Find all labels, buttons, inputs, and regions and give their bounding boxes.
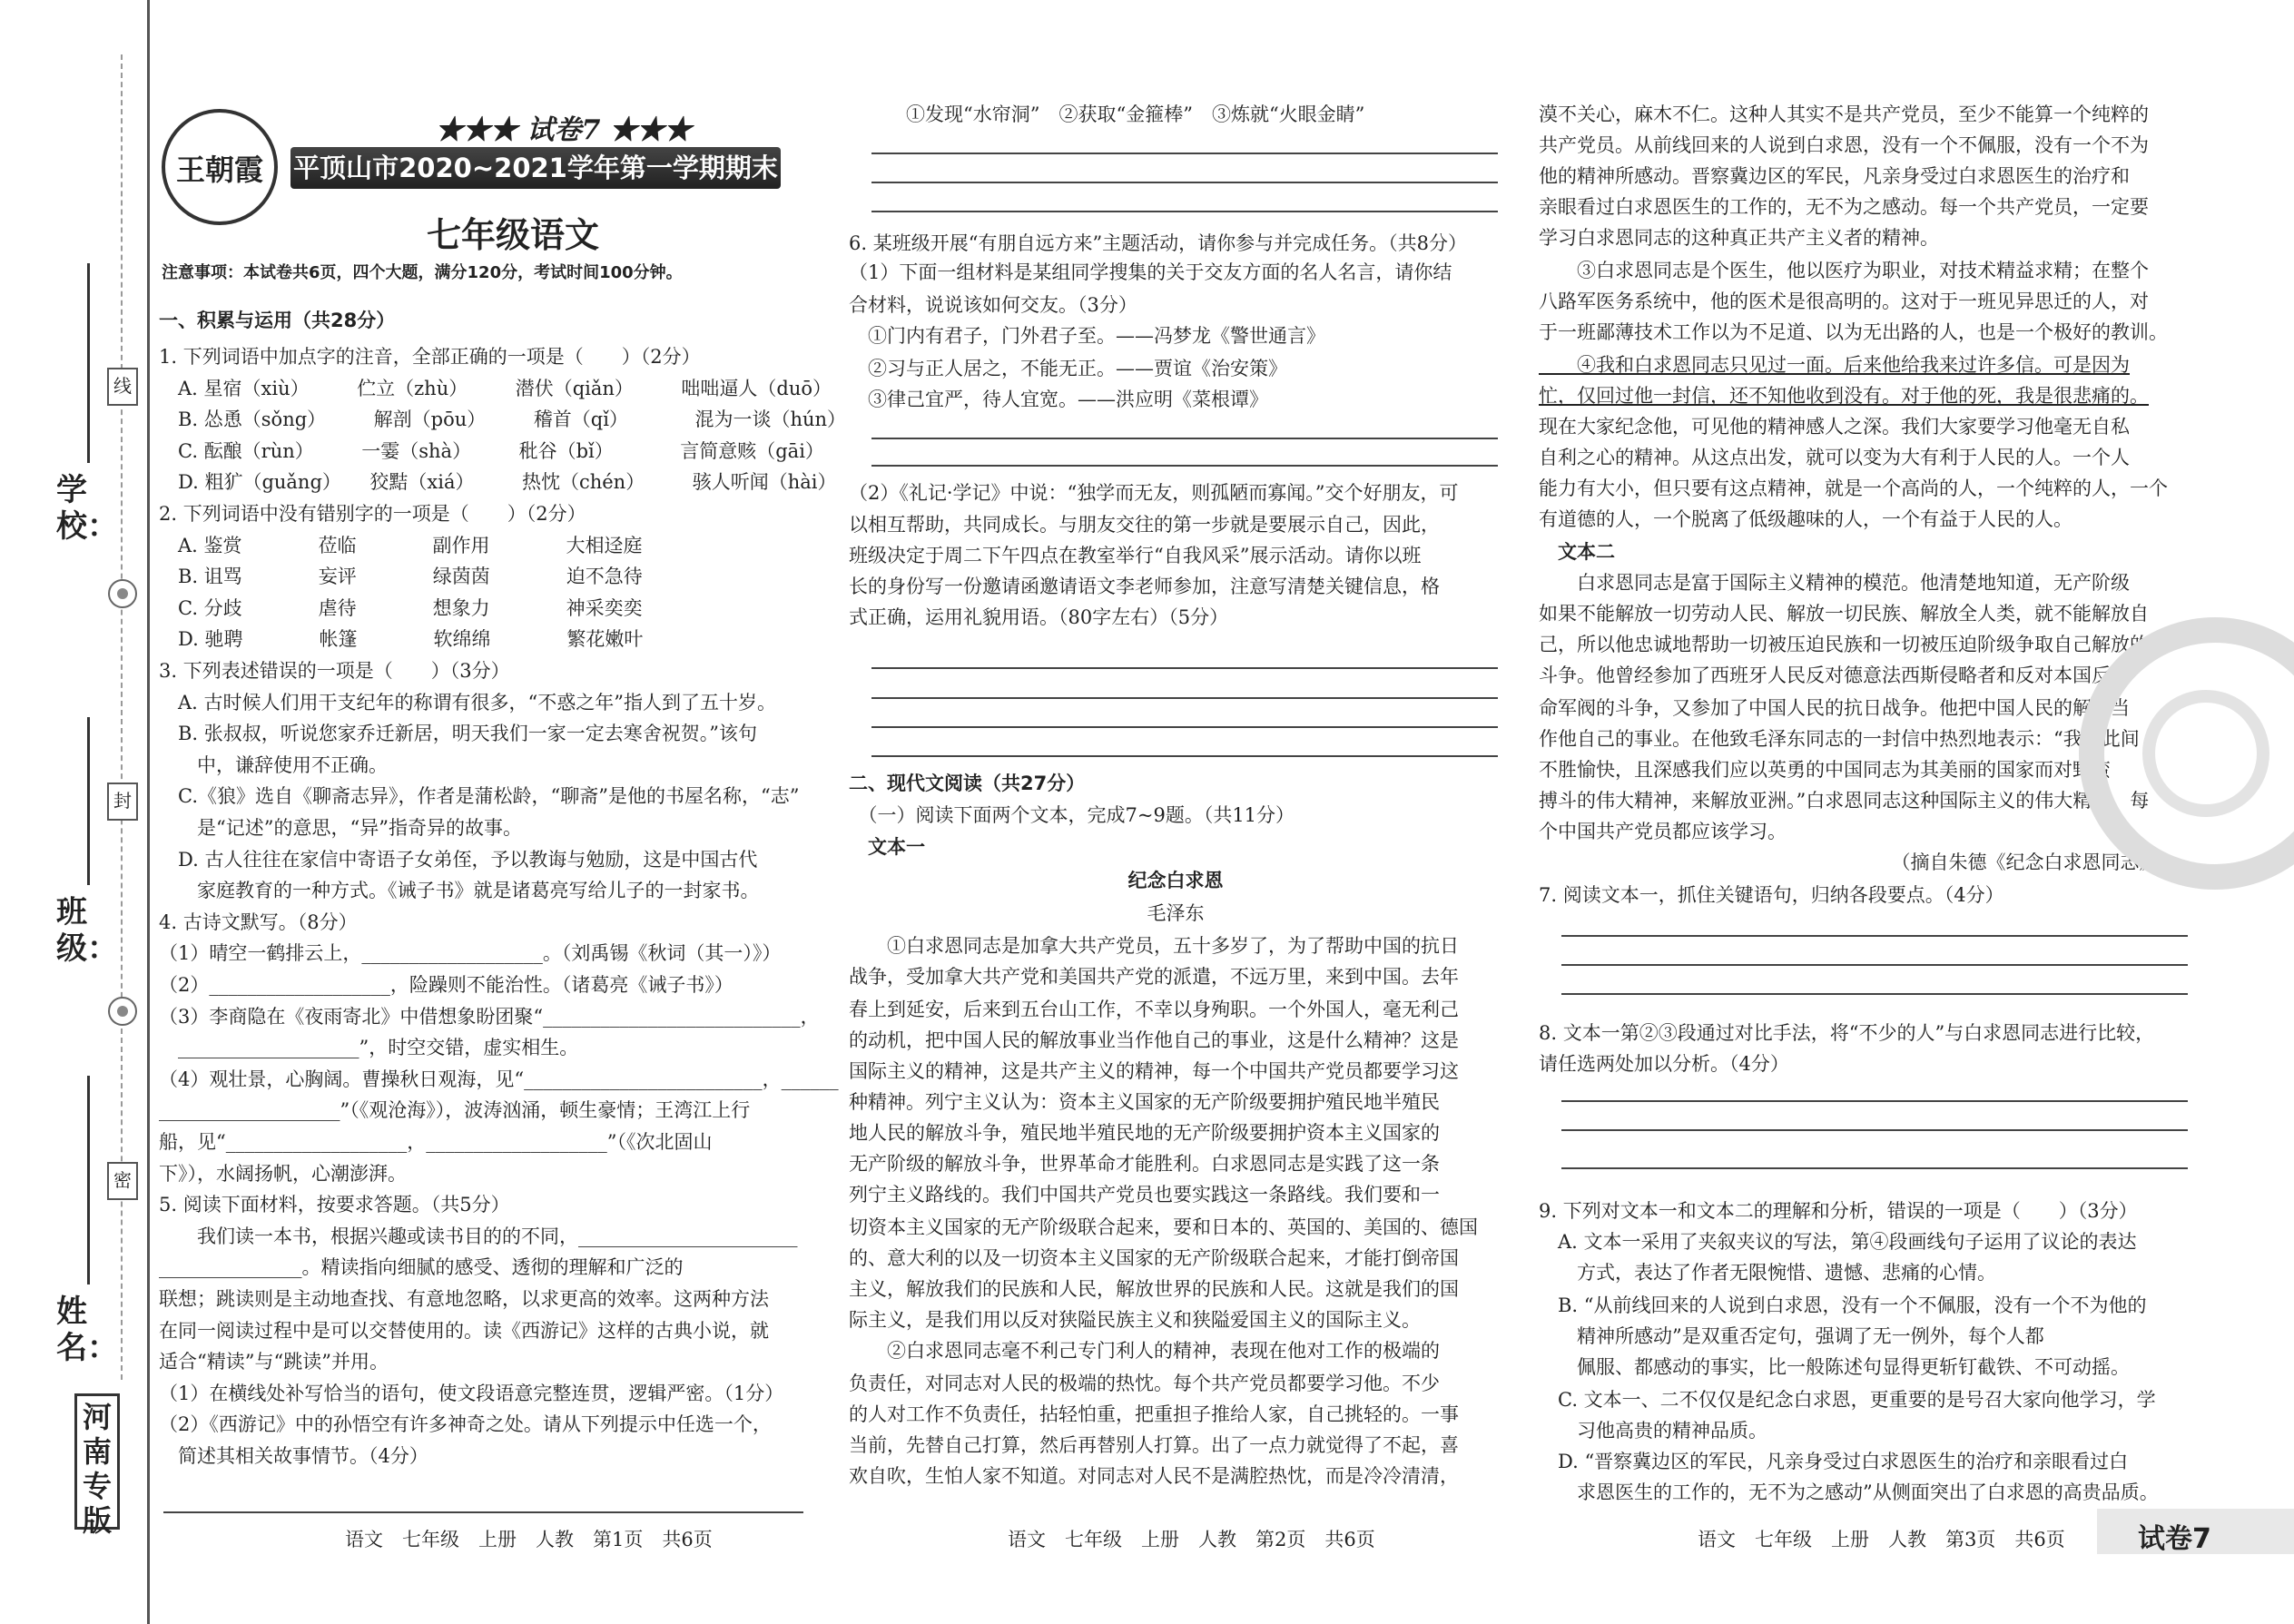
text-line: 文本二 xyxy=(1539,541,1615,563)
school-label: 学校： xyxy=(56,472,118,545)
text-line: C. 分歧 虐待 想象力 神采奕奕 xyxy=(159,596,643,619)
exam-title: 平顶山市2020~2021学年第一学期期末调研考试试卷 xyxy=(290,147,781,189)
text-line: 作他自己的事业。在他致毛泽东同志的一封信中热烈地表示：“我在此间 xyxy=(1539,728,2140,750)
text-line: 负责任，对同志对人民的极端的热忱。每个共产党员都要学习他。不少 xyxy=(849,1373,1440,1394)
text-line: 1. 下列词语中加点字的注音，全部正确的一项是（ ）（2分） xyxy=(159,346,701,368)
text-line: 是“记述”的意思，“异”指奇异的故事。 xyxy=(159,817,522,839)
seal-mark-feng: 封 xyxy=(107,782,138,821)
text-line: （1）晴空一鹤排云上，___________________。（刘禹锡《秋词（其一）》） xyxy=(159,942,782,965)
text-line: （1）下面一组材料是某组同学搜集的关于交友方面的名人名言，请你结 xyxy=(849,261,1452,283)
text-line: 战争，受加拿大共产党和美国共产党的派遣，不远万里，来到中国。去年 xyxy=(849,966,1459,988)
text-line: （3）李商隐在《夜雨寄北》中借想象盼团聚“___________________________， xyxy=(159,1005,820,1028)
text-line: 下》），水阔扬帆，心潮澎湃。 xyxy=(159,1162,407,1185)
paper-number: ★★★ 试卷7 ★★★ xyxy=(436,114,692,146)
seal-mark-mi: 密 xyxy=(107,1162,138,1200)
text-line: 2. 下列词语中没有错别字的一项是（ ）（2分） xyxy=(159,503,586,525)
text-line: 个中国共产党员都应该学习。 xyxy=(1539,821,1787,842)
text-line: （1）在横线处补写恰当的语句，使文段语意完整连贯，逻辑严密。（1分） xyxy=(159,1382,784,1404)
text-line: （2）《礼记·学记》中说：“独学而无友，则孤陋而寡闻。”交个好朋友，可 xyxy=(849,482,1459,504)
answer-line[interactable] xyxy=(1561,935,2188,937)
text-line: 际主义，是我们用以反对狭隘民族主义和狭隘爱国主义的国际主义。 xyxy=(849,1309,1421,1331)
answer-line[interactable] xyxy=(871,438,1498,439)
column-2 xyxy=(849,0,1502,1624)
text-line: A. 鉴赏 莅临 副作用 大相迳庭 xyxy=(159,534,643,556)
text-line: 欢自吹，生怕人家不知道。对同志对人民不是满腔热忱，而是冷冷清清， xyxy=(849,1465,1459,1487)
text-line: 请任选两处加以分析。（4分） xyxy=(1539,1053,1789,1075)
text-line: B. 诅骂 妄评 绿茵茵 迫不急待 xyxy=(159,566,643,588)
answer-line[interactable] xyxy=(871,465,1498,467)
text-line: 现在大家纪念他，可见他的精神感人之深。我们大家要学习他毫无自私 xyxy=(1539,416,2130,438)
text-line: 佩服、都感动的事实，比一般陈述句显得更斩钉截铁、不可动摇。 xyxy=(1539,1356,2130,1378)
text-line: 当前，先替自己打算，然后再替别人打算。出了一点力就觉得了不起，喜 xyxy=(849,1434,1459,1456)
text-line: 一、积累与运用（共28分） xyxy=(159,310,396,331)
text-line: A. 古时候人们用干支纪年的称谓有很多，“不惑之年”指人到了五十岁。 xyxy=(159,691,776,714)
text-line: 精神所感动”是双重否定句，强调了无一例外，每个人都 xyxy=(1539,1325,2044,1347)
text-line: 主义，解放我们的民族和人民，解放世界的民族和人民。这就是我们的国 xyxy=(849,1278,1459,1300)
text-line: 有道德的人，一个脱离了低级趣味的人，一个有益于人民的人。 xyxy=(1539,508,2072,530)
text-line: ___________________”（《观沧海》），波涛汹涌，顿生豪情；王湾江上行 xyxy=(159,1099,751,1122)
text-line: ③律己宜严，待人宜宽。——洪应明《菜根谭》 xyxy=(849,389,1268,410)
answer-line[interactable] xyxy=(871,182,1498,183)
text-line: 的、意大利的以及一切资本主义国家的无产阶级联合起来，才能打倒帝国 xyxy=(849,1247,1459,1269)
text-line: D. 古人往往在家信中寄语子女弟侄，予以教诲与勉励，这是中国古代 xyxy=(159,848,758,871)
text-line: 国际主义的精神，这是共产主义的精神，每一个中国共产党员都要学习这 xyxy=(849,1060,1459,1082)
answer-line[interactable] xyxy=(871,755,1498,757)
text-line: 9. 下列对文本一和文本二的理解和分析，错误的一项是（ ）（3分） xyxy=(1539,1200,2138,1222)
answer-line[interactable] xyxy=(1561,1100,2188,1102)
text-line: B. 张叔叔，听说您家乔迁新居，明天我们一家一定去寒舍祝贺。”该句 xyxy=(159,723,758,745)
text-line: ④我和白求恩同志只见过一面。后来他给我来过许多信。可是因为 xyxy=(1539,354,2130,376)
text-line: 在同一阅读过程中是可以交替使用的。读《西游记》这样的古典小说，就 xyxy=(159,1319,769,1342)
notice-text: 注意事项：本试卷共6页，四个大题，满分120分，考试时间100分钟。 xyxy=(162,263,683,282)
watermark-seal-inner-icon xyxy=(2142,690,2269,817)
text-line: 春上到延安，后来到五台山工作，不幸以身殉职。一个外国人，毫无利己 xyxy=(849,999,1459,1020)
text-line: 毛泽东 xyxy=(1147,902,1205,924)
text-line: D. 粗犷（guǎng） 狡黠（xiá） 热忱（chén） 骇人听闻（hài） xyxy=(159,471,837,494)
answer-line[interactable] xyxy=(1561,1129,2188,1131)
text-line: （一）阅读下面两个文本，完成7~9题。（共11分） xyxy=(849,804,1295,826)
text-line: 的动机，把中国人民的解放事业当作他自己的事业，这是什么精神？这是 xyxy=(849,1029,1459,1051)
text-line: B. “从前线回来的人说到白求恩，没有一个不佩服，没有一个不为他的 xyxy=(1539,1294,2147,1316)
corner-label: 试卷7 xyxy=(2138,1523,2211,1555)
answer-line[interactable] xyxy=(163,1511,803,1513)
text-line: ③白求恩同志是个医生，他以医疗为职业，对技术精益求精；在整个 xyxy=(1539,260,2149,281)
text-line: （2）《西游记》中的孙悟空有许多神奇之处。请从下列提示中任选一个， xyxy=(159,1413,772,1436)
text-line: 斗争。他曾经参加了西班牙人民反对德意法西斯侵略者和反对本国反革 xyxy=(1539,664,2130,686)
answer-line[interactable] xyxy=(1561,1167,2188,1169)
text-line: 列宁主义路线的。我们中国共产党员也要实践这一条路线。我们要和一 xyxy=(849,1184,1440,1206)
text-line: 船，见“___________________，___________________”（《次北固山 xyxy=(159,1131,713,1153)
column-1 xyxy=(159,0,847,1624)
answer-line[interactable] xyxy=(871,697,1498,699)
text-line: 以相互帮助，共同成长。与朋友交往的第一步就是要展示自己，因此， xyxy=(849,514,1440,536)
text-line: C. 酝酿（rùn） 一霎（shà） 秕谷（bǐ） 言简意赅（gāi） xyxy=(159,439,824,462)
text-line: 命军阀的斗争，又参加了中国人民的抗日战争。他把中国人民的解放当 xyxy=(1539,697,2130,719)
answer-line[interactable] xyxy=(871,211,1498,212)
text-line: 联想；跳读则是主动地查找、有意地忽略，以求更高的效率。这两种方法 xyxy=(159,1288,769,1310)
text-line: A. 文本一采用了夹叙夹议的写法，第④段画线句子运用了议论的表达 xyxy=(1539,1231,2137,1253)
text-line: 的人对工作不负责任，拈轻怕重，把重担子推给人家，自己挑轻的。一事 xyxy=(849,1403,1459,1425)
text-line: 己，所以他忠诚地帮助一切被压迫民族和一切被压迫阶级争取自己解放的 xyxy=(1539,634,2149,655)
text-line: 搏斗的伟大精神，来解放亚洲。”白求恩同志这种国际主义的伟大精神，每 xyxy=(1539,790,2150,812)
text-line: ②白求恩同志毫不利己专门利人的精神，表现在他对工作的极端的 xyxy=(849,1340,1440,1362)
answer-line[interactable] xyxy=(871,726,1498,728)
class-fill-line xyxy=(87,717,90,885)
brand-logo-text: 王朝霞 xyxy=(175,153,263,187)
answer-line[interactable] xyxy=(871,153,1498,154)
page-footer-2: 语文 七年级 上册 人教 第2页 共6页 xyxy=(1008,1529,1375,1550)
binding-sidebar xyxy=(0,0,150,1624)
text-line: 切资本主义国家的无产阶级联合起来，要和日本的、英国的、美国的、德国 xyxy=(849,1216,1478,1238)
binding-hole-icon xyxy=(108,579,137,608)
text-line: 地人民的解放斗争，殖民地半殖民地的无产阶级要拥护资本主义国家的 xyxy=(849,1122,1440,1144)
text-line: ①门内有君子，门外君子至。——冯梦龙《警世通言》 xyxy=(849,325,1325,347)
text-line: 中，谦辞使用不正确。 xyxy=(159,753,388,776)
text-line: （4）观壮景，心胸阔。曹操秋日观海，见“_________________________，______ xyxy=(159,1068,839,1090)
text-line: 我们读一本书，根据兴趣或读书目的的不同，_______________________ xyxy=(159,1225,798,1247)
page-footer-1: 语文 七年级 上册 人教 第1页 共6页 xyxy=(345,1529,713,1550)
text-line: _______________。精读指向细腻的感受、透彻的理解和广泛的 xyxy=(159,1256,684,1279)
subject-title: 七年级语文 xyxy=(427,215,600,255)
text-line: 简述其相关故事情节。（4分） xyxy=(159,1445,428,1467)
text-line: C.《狼》选自《聊斋志异》，作者是蒲松龄，“聊斋”是他的书屋名称，“志” xyxy=(159,785,800,808)
text-line: 式正确，运用礼貌用语。（80字左右）（5分） xyxy=(849,606,1229,628)
text-line: 8. 文本一第②③段通过对比手法，将“不少的人”与白求恩同志进行比较， xyxy=(1539,1022,2155,1044)
text-line: 纪念白求恩 xyxy=(1127,870,1224,891)
edition-badge: 河南专版 xyxy=(74,1393,120,1530)
class-label: 班级： xyxy=(56,894,118,967)
answer-line[interactable] xyxy=(1561,993,2188,995)
text-line: C. 文本一、二不仅仅是纪念白求恩，更重要的是号召大家向他学习，学 xyxy=(1539,1389,2156,1411)
text-line: ①发现“水帘洞” ②获取“金箍棒” ③炼就“火眼金睛” xyxy=(849,103,1365,125)
text-line: 合材料，说说该如何交友。（3分） xyxy=(849,294,1137,316)
text-line: 3. 下列表述错误的一项是（ ）（3分） xyxy=(159,660,510,682)
text-line: 长的身份写一份邀请函邀请语文李老师参加，注意写清楚关键信息，格 xyxy=(849,576,1440,597)
text-line: A. 星宿（xiù） 伫立（zhù） 潜伏（qiǎn） 咄咄逼人（duō） xyxy=(159,377,832,399)
text-line: 习他高贵的精神品质。 xyxy=(1539,1420,1767,1442)
text-line: 他的精神所感动。晋察冀边区的军民，凡亲身受过白求恩医生的治疗和 xyxy=(1539,165,2130,187)
text-line: 方式，表达了作者无限惋惜、遗憾、悲痛的心情。 xyxy=(1539,1262,1996,1284)
page-footer-3: 语文 七年级 上册 人教 第3页 共6页 xyxy=(1698,1529,2065,1550)
text-line: 能力有大小，但只要有这点精神，就是一个高尚的人，一个纯粹的人，一个 xyxy=(1539,477,2168,499)
name-label: 姓名： xyxy=(56,1294,118,1366)
text-line: 八路军医务系统中，他的医术是很高明的。这对于一班见异思迁的人，对 xyxy=(1539,290,2149,312)
text-line: 种精神。列宁主义认为：资本主义国家的无产阶级要拥护殖民地半殖民 xyxy=(849,1091,1440,1113)
text-line: 自利之心的精神。从这点出发，就可以变为大有利于人民的人。一个人 xyxy=(1539,447,2130,468)
text-line: 忙，仅回过他一封信，还不知他收到没有。对于他的死，我是很悲痛的。 xyxy=(1539,385,2149,407)
text-line: 白求恩同志是富于国际主义精神的模范。他清楚地知道，无产阶级 xyxy=(1539,572,2130,594)
seal-mark-xian: 线 xyxy=(107,368,138,406)
text-line: 求恩医生的工作的，无不为之感动”从侧面突出了白求恩的高贵品质。 xyxy=(1539,1481,2159,1503)
text-line: （2）___________________，险躁则不能治性。（诸葛亮《诫子书》） xyxy=(159,974,733,996)
text-line: 如果不能解放一切劳动人民、解放一切民族、解放全人类，就不能解放自 xyxy=(1539,603,2149,625)
text-line: 共产党员。从前线回来的人说到白求恩，没有一个不佩服，没有一个不为 xyxy=(1539,134,2149,156)
text-line: D. 驰聘 帐篷 软绵绵 繁花嫩叶 xyxy=(159,628,644,651)
text-line: （摘自朱德《纪念白求恩同志》） xyxy=(1539,851,2168,873)
text-line: 5. 阅读下面材料，按要求答题。（共5分） xyxy=(159,1194,510,1216)
text-line: 二、现代文阅读（共27分） xyxy=(849,773,1086,794)
text-line: 学习白求恩同志的这种真正共产主义者的精神。 xyxy=(1539,227,1939,249)
name-fill-line xyxy=(87,1076,90,1284)
text-line: 6. 某班级开展“有朋自远方来”主题活动，请你参与并完成任务。（共8分） xyxy=(849,232,1468,254)
text-line: 7. 阅读文本一，抓住关键语句，归纳各段要点。（4分） xyxy=(1539,884,2004,906)
text-line: 不胜愉快，且深感我们应以英勇的中国同志为其美丽的国家而对野蛮 xyxy=(1539,759,2111,781)
text-line: 家庭教育的一种方式。《诫子书》就是诸葛亮写给儿子的一封家书。 xyxy=(159,880,760,902)
answer-line[interactable] xyxy=(1561,964,2188,966)
text-line: 适合“精读”与“跳读”并用。 xyxy=(159,1351,389,1373)
text-line: 亲眼看过白求恩医生的工作的，无不为之感动。每一个共产党员，一定要 xyxy=(1539,196,2149,218)
text-line: 文本一 xyxy=(849,836,925,858)
answer-line[interactable] xyxy=(871,667,1498,669)
text-line: 4. 古诗文默写。（8分） xyxy=(159,910,358,933)
school-fill-line xyxy=(87,263,90,463)
text-line: B. 怂恿（sǒng） 解剖（pōu） 稽首（qǐ） 混为一谈（hún） xyxy=(159,408,847,431)
text-line: ①白求恩同志是加拿大共产党员，五十多岁了，为了帮助中国的抗日 xyxy=(849,935,1459,957)
binding-hole-icon xyxy=(108,997,137,1026)
text-line: 漠不关心，麻木不仁。这种人其实不是共产党员，至少不能算一个纯粹的 xyxy=(1539,103,2149,125)
text-line: 于一班鄙薄技术工作以为不足道、以为无出路的人，也是一个极好的教训。 xyxy=(1539,321,2168,343)
text-line: ②习与正人居之，不能无正。——贾谊《治安策》 xyxy=(849,358,1287,379)
text-line: 无产阶级的解放斗争，世界革命才能胜利。白求恩同志是实践了这一条 xyxy=(849,1153,1440,1175)
text-line: D. “晋察冀边区的军民，凡亲身受过白求恩医生的治疗和亲眼看过白 xyxy=(1539,1451,2129,1472)
text-line: ___________________”，时空交错，虚实相生。 xyxy=(159,1037,579,1059)
text-line: 班级决定于周二下午四点在教室举行“自我风采”展示活动。请你以班 xyxy=(849,545,1422,566)
